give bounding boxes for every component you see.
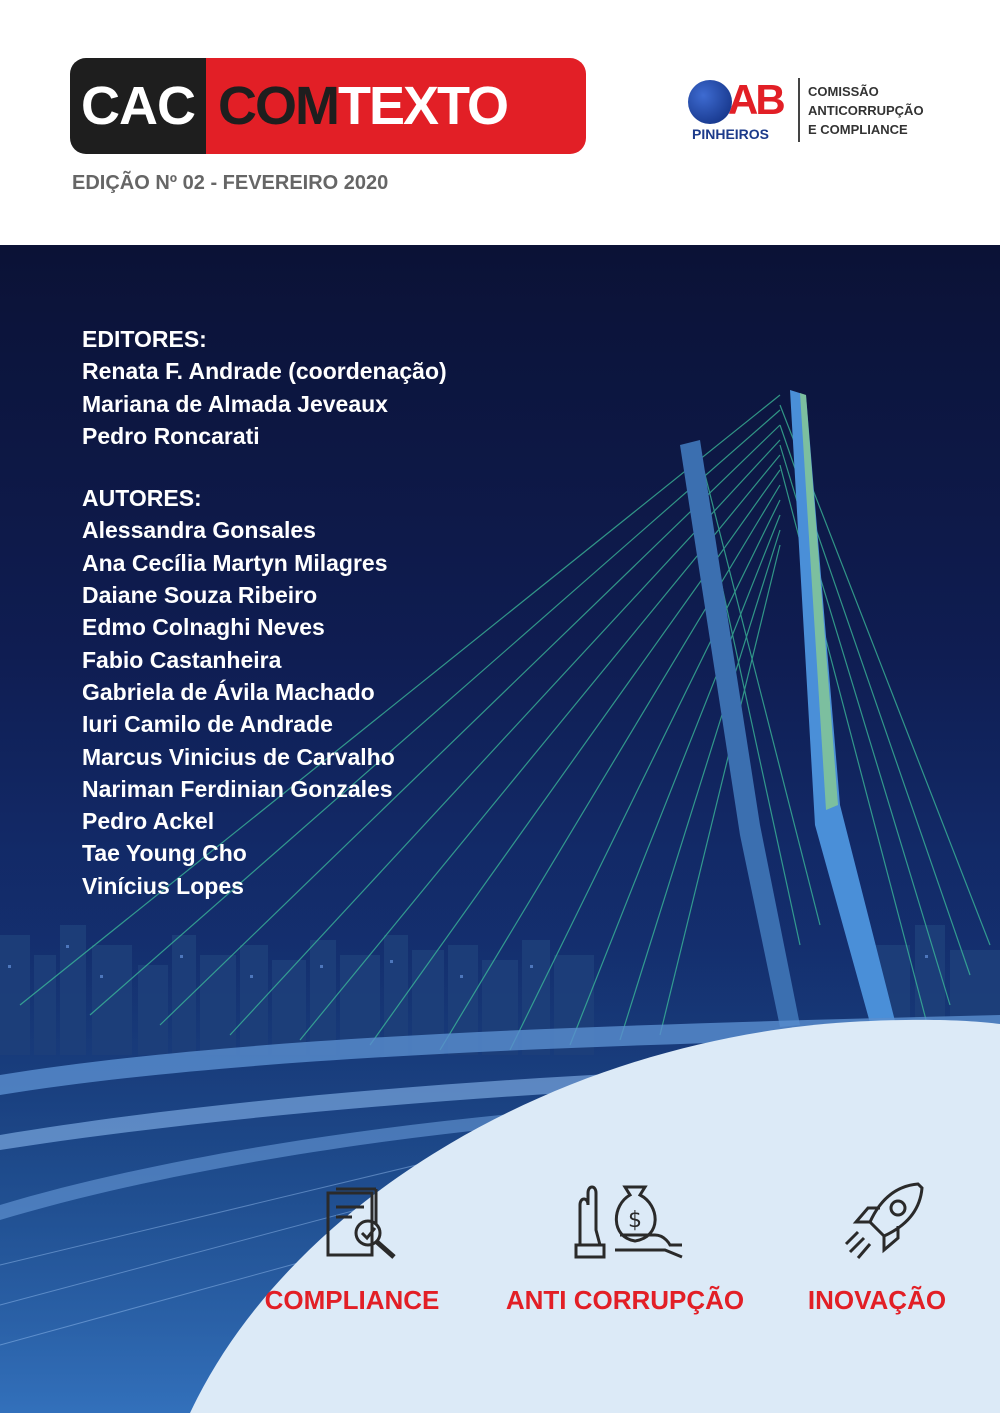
- commission-line: E COMPLIANCE: [808, 122, 908, 137]
- credits-block: [82, 323, 447, 902]
- authors-heading: AUTORES:: [82, 485, 202, 512]
- commission-line: ANTICORRUPÇÃO: [808, 103, 924, 118]
- author-name: Tae Young Cho: [82, 840, 247, 867]
- logo-com: COM: [218, 76, 338, 136]
- edition-info: EDIÇÃO Nº 02 - FEVEREIRO 2020: [72, 172, 389, 194]
- author-name: Fabio Castanheira: [82, 646, 282, 673]
- bribe-refusal-icon: [570, 1175, 690, 1265]
- oab-ab-text: AB: [728, 76, 783, 123]
- editor-name: Mariana de Almada Jeveaux: [82, 390, 388, 417]
- author-name: Iuri Camilo de Andrade: [82, 711, 333, 738]
- topic-compliance: COMPLIANCE: [264, 1285, 440, 1315]
- oab-pinheiros: PINHEIROS: [692, 126, 770, 142]
- oab-divider: [798, 78, 800, 142]
- cover-header: [0, 0, 1000, 245]
- author-name: Daiane Souza Ribeiro: [82, 582, 318, 609]
- rocket-icon: [840, 1178, 930, 1268]
- globe-icon: [688, 80, 732, 124]
- author-name: Pedro Ackel: [82, 808, 215, 835]
- editor-name: Renata F. Andrade (coordenação): [82, 358, 447, 385]
- logo-comtexto: [206, 58, 586, 154]
- document-search-icon: [322, 1185, 402, 1265]
- commission-name: [808, 82, 924, 139]
- author-name: Edmo Colnaghi Neves: [82, 614, 325, 641]
- author-name: Nariman Ferdinian Gonzales: [82, 775, 393, 802]
- editors-heading: EDITORES:: [82, 326, 207, 352]
- author-name: Gabriela de Ávila Machado: [82, 678, 375, 705]
- author-name: Alessandra Gonsales: [82, 517, 316, 544]
- topic-anti-corrupcao: ANTI CORRUPÇÃO: [505, 1285, 745, 1315]
- logo-texto: TEXTO: [337, 76, 508, 136]
- author-name: Ana Cecília Martyn Milagres: [82, 549, 388, 576]
- author-name: Vinícius Lopes: [82, 872, 244, 899]
- editor-name: Pedro Roncarati: [82, 422, 260, 449]
- topic-inovacao: INOVAÇÃO: [807, 1285, 947, 1315]
- logo-cac: CAC: [70, 58, 206, 154]
- oab-logo: [688, 76, 958, 146]
- commission-line: COMISSÃO: [808, 84, 879, 99]
- author-name: Marcus Vinicius de Carvalho: [82, 743, 395, 770]
- magazine-logo: [70, 58, 586, 154]
- svg-text:$: $: [628, 1208, 642, 1233]
